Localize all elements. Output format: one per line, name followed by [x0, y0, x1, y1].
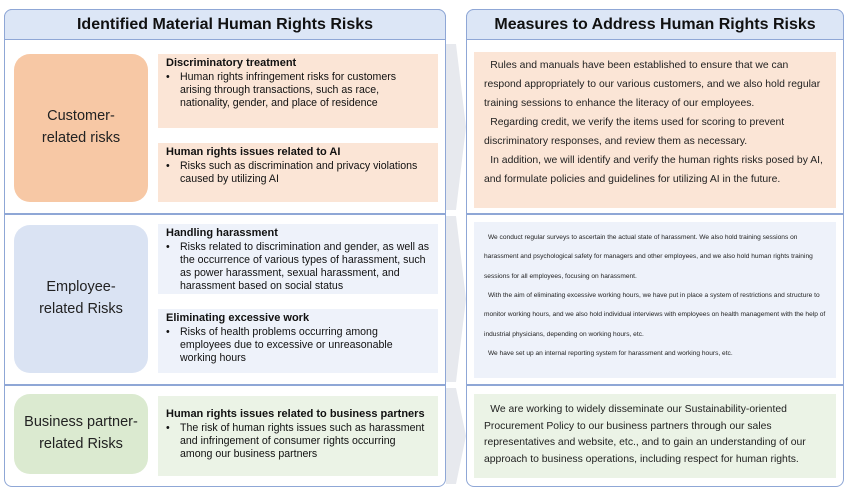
measures-panel-title: Measures to Address Human Rights Risks: [466, 9, 844, 40]
separator-employee-partner: [4, 384, 446, 386]
category-partner: Business partner- related Risks: [14, 394, 148, 474]
arrow-customer-icon: [446, 44, 466, 210]
risk-harassment: [158, 224, 438, 294]
measure-paragraph: We are working to widely disseminate our Sustainability-oriented Procurement Policy to our business partners through our sales representatives and website, etc., and to gain an understanding of our approach to business operations, including respect for human rights.: [484, 404, 806, 465]
separator-employee-partner-right: [466, 384, 844, 386]
risk-title: Human rights issues related to AI: [166, 146, 341, 158]
risk-title: Eliminating excessive work: [166, 312, 310, 324]
measure-paragraph: We have set up an internal reporting system for harassment and working hours, etc.: [487, 349, 733, 357]
separator-customer-employee-right: [466, 213, 844, 215]
bullet-icon: •: [166, 160, 170, 173]
bullet-icon: •: [166, 71, 170, 84]
measures-partner: [474, 394, 836, 478]
risk-desc: Risks of health problems occurring among employees due to excessive or unreasonable working hours: [180, 326, 393, 365]
risk-business-partners: [158, 396, 438, 476]
risk-title: Human rights issues related to business partners: [166, 408, 425, 420]
separator-customer-employee: [4, 213, 446, 215]
category-customer: Customer- related risks: [14, 54, 148, 202]
measure-paragraph: In addition, we will identify and verify the human rights risks posed by AI, and formulate policies and guidelines for utilizing AI in the future.: [484, 155, 823, 186]
risk-desc: The risk of human rights issues such as harassment and infringement of consumer rights occurring among our business partners: [180, 422, 425, 461]
bullet-icon: •: [166, 422, 170, 435]
risk-title: Discriminatory treatment: [166, 57, 297, 69]
measures-customer: [474, 52, 836, 208]
risk-title: Handling harassment: [166, 227, 278, 239]
risks-panel-title: Identified Material Human Rights Risks: [4, 9, 446, 40]
risk-desc: Risks related to discrimination and gender, as well as the occurrence of various types of harassment, such as power harassment, sexual harassment, and harassment based on social status: [180, 241, 430, 293]
arrow-employee-icon: [446, 216, 466, 382]
category-employee: Employee- related Risks: [14, 225, 148, 373]
bullet-icon: •: [166, 326, 170, 339]
arrow-partner-icon: [446, 388, 466, 484]
bullet-icon: •: [166, 241, 170, 254]
risk-ai: [158, 143, 438, 202]
risk-desc: Risks such as discrimination and privacy violations caused by utilizing AI: [180, 160, 418, 186]
measure-paragraph: With the aim of eliminating excessive working hours, we have put in place a system of restrictions and structure to monitor working hours, and we also hold individual interviews with employees on health management with the help of industrial physicians, depending on working hours, etc.: [484, 291, 826, 338]
measure-paragraph: Regarding credit, we verify the items used for scoring to prevent discriminatory responses, and review them as necessary.: [484, 117, 785, 148]
measures-employee: [474, 222, 836, 378]
measure-paragraph: We conduct regular surveys to ascertain the actual state of harassment. We also hold training sessions on harassment and psychological safety for managers and other employees, and we also hold human rights training sessions for all employees, focusing on harassment.: [484, 234, 813, 280]
measure-paragraph: Rules and manuals have been established to ensure that we can respond appropriately to our various customers, and we also hold regular training sessions to enhance the literacy of our employees.: [484, 60, 821, 110]
risk-discriminatory-treatment: [158, 54, 438, 128]
risk-desc: Human rights infringement risks for customers arising through transactions, such as race, nationality, gender, and place of residence: [180, 71, 397, 110]
risk-excessive-work: [158, 309, 438, 373]
